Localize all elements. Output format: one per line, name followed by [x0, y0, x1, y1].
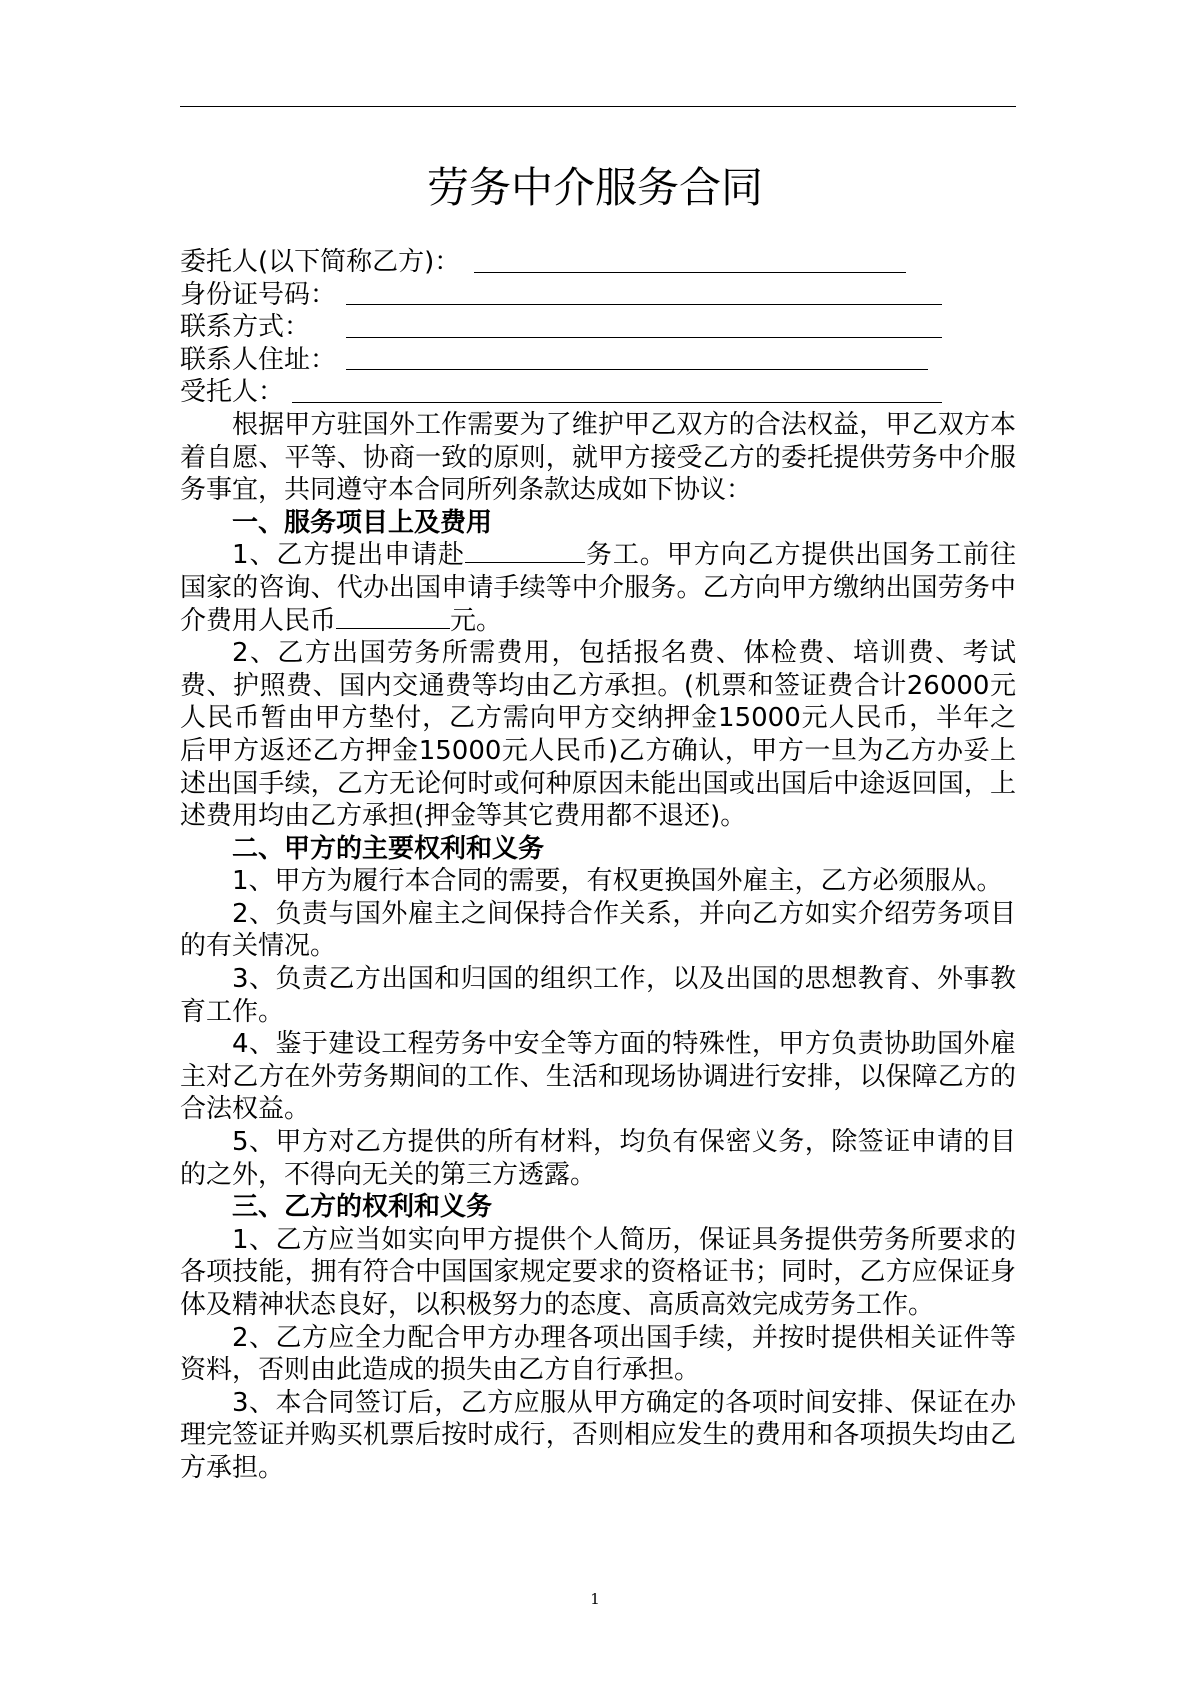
field-trustee: [180, 376, 1016, 409]
section-2-item-2: 2、负责与国外雇主之间保持合作关系，并向乙方如实介绍劳务项目的有关情况。: [180, 898, 1016, 962]
intro-paragraph: 根据甲方驻国外工作需要为了维护甲乙双方的合法权益，甲乙双方本着自愿、平等、协商一致的原则，就甲方接受乙方的委托提供劳务中介服务事宜，共同遵守本合同所列条款达成如下协议：: [180, 409, 1016, 506]
section-3-item-3: 3、本合同签订后，乙方应服从甲方确定的各项时间安排、保证在办理完签证并购买机票后按时成行，否则相应发生的费用和各项损失均由乙方承担。: [180, 1387, 1016, 1483]
section-3-item-1: 1、乙方应当如实向甲方提供个人简历，保证具务提供劳务所要求的各项技能，拥有符合中国国家规定要求的资格证书；同时，乙方应保证身体及精神状态良好，以积极努力的态度、高质高效完成劳务工作。: [180, 1224, 1016, 1320]
clause-text: 务工。甲方向乙方提供出国务工前往国家的咨询、代办出国申请手续等中介服务。乙方向甲方缴纳出国劳务中介费用人民币: [180, 540, 1016, 636]
section-3-item-2: 2、乙方应全力配合甲方办理各项出国手续，并按时提供相关证件等资料，否则由此造成的损失由乙方自行承担。: [180, 1322, 1016, 1386]
fill-in-line: [346, 304, 942, 305]
section-3-heading: 三、乙方的权利和义务: [232, 1192, 493, 1223]
fill-in-line: [346, 337, 942, 338]
section-2-item-4: 4、鉴于建设工程劳务中安全等方面的特殊性，甲方负责协助国外雇主对乙方在外劳务期间的工作、生活和现场协调进行安排，以保障乙方的合法权益。: [180, 1029, 1016, 1125]
section-1-item-1: [180, 539, 1016, 637]
clause-text: 元。: [450, 605, 503, 636]
field-contact: [180, 311, 1016, 344]
fill-in-line: [346, 369, 928, 370]
destination-blank: [465, 542, 585, 563]
section-2-heading: 二、甲方的主要权利和义务: [232, 833, 545, 864]
field-label: 联系人住址：: [180, 344, 337, 375]
document-title: 劳务中介服务合同: [426, 163, 763, 212]
field-label: 委托人(以下简称乙方)：: [180, 247, 461, 277]
field-client: [180, 246, 1016, 279]
field-id-number: [180, 279, 1016, 312]
field-address: [180, 344, 1016, 377]
fill-in-line: [292, 402, 942, 403]
fee-blank: [336, 608, 450, 629]
contract-body: [180, 246, 1016, 1485]
field-label: 受托人：: [180, 377, 285, 408]
section-1-heading: 一、服务项目上及费用: [232, 507, 493, 538]
page-number: 1: [590, 1590, 600, 1608]
field-label: 身份证号码：: [180, 279, 337, 310]
field-label: 联系方式：: [180, 312, 311, 343]
section-2-item-1: 1、甲方为履行本合同的需要，有权更换国外雇主，乙方必须服从。: [232, 866, 1003, 897]
section-2-item-3: 3、负责乙方出国和归国的组织工作，以及出国的思想教育、外事教育工作。: [180, 964, 1016, 1027]
section-1-item-2: 2、乙方出国劳务所需费用，包括报名费、体检费、培训费、考试费、护照费、国内交通费等均由乙方承担。(机票和签证费合计26000元人民币暂由甲方垫付，乙方需向甲方交纳押金15000元人民币，半年之后甲方返还乙方押金15000元人民币)乙方确认，甲方一旦为乙方办妥上述出国手续，乙方无论何时或何种原因未能出国或出国后中途返回国，上述费用均由乙方承担(押金等其它费用都不退还)。: [180, 638, 1016, 832]
section-2-item-5: 5、甲方对乙方提供的所有材料，均负有保密义务，除签证申请的目的之外，不得向无关的第三方透露。: [180, 1127, 1016, 1190]
header-rule: [180, 106, 1016, 107]
fill-in-line: [474, 272, 906, 273]
clause-text: 1、乙方提出申请赴: [232, 540, 465, 571]
